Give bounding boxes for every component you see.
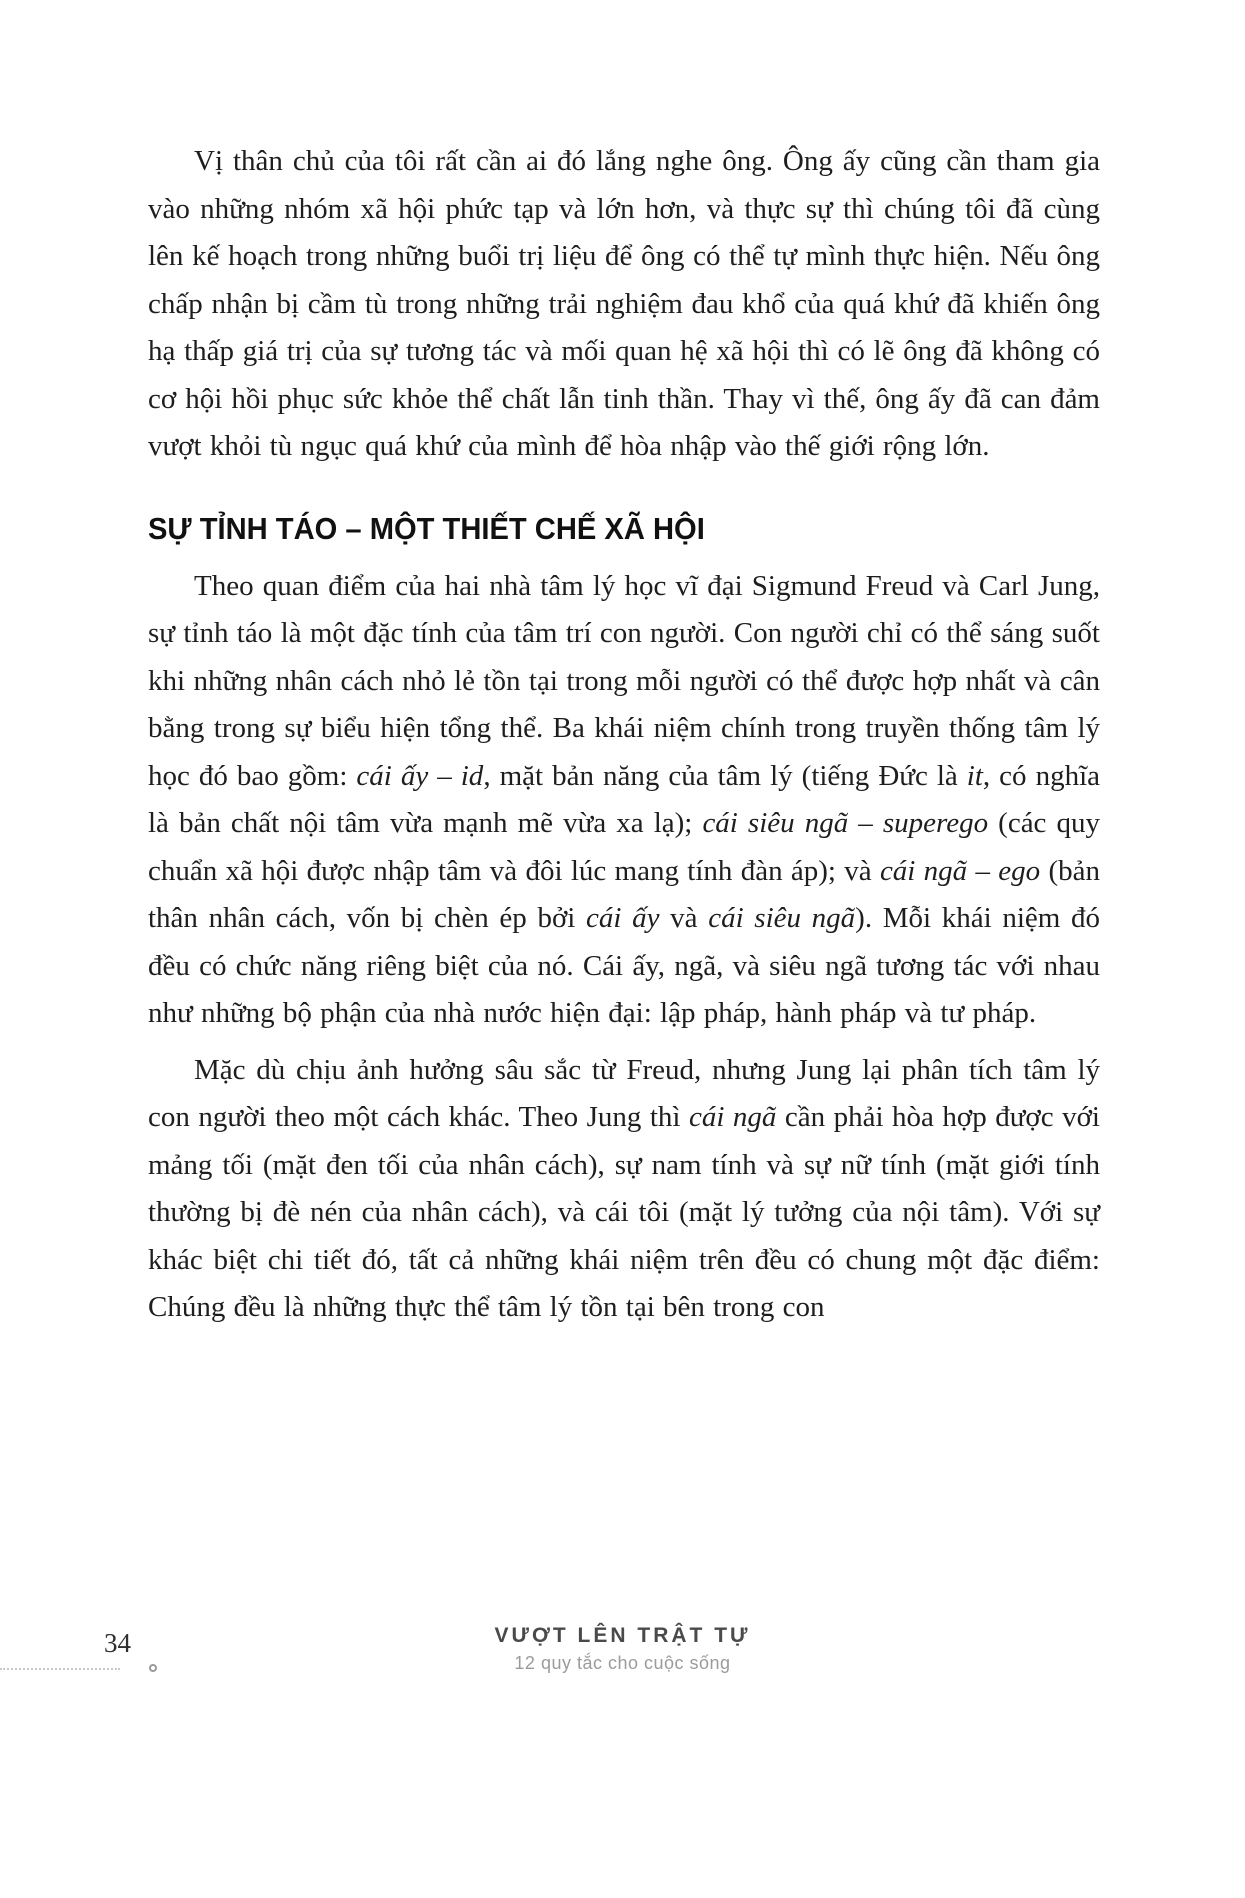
italic-text-run: cái ngã (688, 1101, 777, 1133)
text-run: (các quy chuẩn xã hội được nhập tâm và đôi lúc mang tính đàn áp); và (148, 807, 1100, 887)
dotted-rule (0, 1668, 120, 1670)
text-run: Theo quan điểm của hai nhà tâm lý học vĩ đại Sigmund Freud và Carl Jung, sự tỉnh táo là một đặc tính của tâm trí con người. Con người chỉ có thể sáng suốt khi những nhân cách nhỏ lẻ tồn tại trong mỗi người có thể được hợp nhất và cân bằng trong sự biểu hiện tổng thể. Ba khái niệm chính trong truyền thống tâm lý học đó bao gồm: (148, 569, 1100, 792)
italic-text-run: it (966, 759, 983, 792)
text-run: , có nghĩa là bản chất nội tâm vừa mạnh mẽ vừa xa lạ); (148, 759, 1100, 839)
text-run: (bản thân nhân cách, vốn bị chèn ép bởi (148, 854, 1100, 934)
paragraph (148, 138, 1100, 471)
section-heading: SỰ TỈNH TÁO – MỘT THIẾT CHẾ XÃ HỘI (148, 510, 705, 546)
italic-text-run: cái siêu ngã (708, 902, 856, 934)
text-run: cần phải hòa hợp được với mảng tối (mặt đen tối của nhân cách), sự nam tính và sự nữ tính (mặt giới tính thường bị đè nén của nhân cách), và cái tôi (mặt lý tưởng của nội tâm). Với sự khác biệt chi tiết đó, tất cả những khái niệm trên đều có chung một đặc điểm: Chúng đều là những thực thể tâm lý tồn tại bên trong con (148, 1101, 1100, 1323)
page-marker-circle-icon (149, 1664, 157, 1672)
page-number: 34 (104, 1628, 131, 1658)
paragraph (148, 563, 1100, 1038)
text-run: Vị thân chủ của tôi rất cần ai đó lắng nghe ông. Ông ấy cũng cần tham gia vào những nhóm xã hội phức tạp và lớn hơn, và thực sự thì chúng tôi đã cùng lên kế hoạch trong những buổi trị liệu để ông có thể tự mình thực hiện. Nếu ông chấp nhận bị cầm tù trong những trải nghiệm đau khổ của quá khứ đã khiến ông hạ thấp giá trị của sự tương tác và mối quan hệ xã hội thì có lẽ ông đã không có cơ hội hồi phục sức khỏe thể chất lẫn tinh thần. Thay vì thế, ông ấy đã can đảm vượt khỏi tù ngục quá khứ của mình để hòa nhập vào thế giới rộng lớn. (148, 145, 1100, 462)
text-run: và (659, 902, 709, 934)
italic-text-run: cái siêu ngã – superego (702, 807, 989, 839)
italic-text-run: cái ấy (586, 902, 660, 934)
italic-text-run: cái ngã – ego (879, 854, 1041, 887)
body-text (148, 138, 1100, 1332)
book-title: VƯỢT LÊN TRẬT TỰ (494, 1624, 751, 1647)
italic-text-run: cái ấy – id (356, 759, 484, 792)
paragraph (148, 1047, 1100, 1332)
text-run: ). Mỗi khái niệm đó đều có chức năng riêng biệt của nó. Cái ấy, ngã, và siêu ngã tương tác với nhau như những bộ phận của nhà nước hiện đại: lập pháp, hành pháp và tư pháp. (148, 902, 1100, 1029)
text-run: Mặc dù chịu ảnh hưởng sâu sắc từ Freud, nhưng Jung lại phân tích tâm lý con người theo một cách khác. Theo Jung thì (148, 1053, 1100, 1133)
text-run: , mặt bản năng của tâm lý (tiếng Đức là (483, 759, 967, 792)
running-footer (0, 1624, 1245, 1674)
book-subtitle: 12 quy tắc cho cuộc sống (514, 1653, 731, 1673)
